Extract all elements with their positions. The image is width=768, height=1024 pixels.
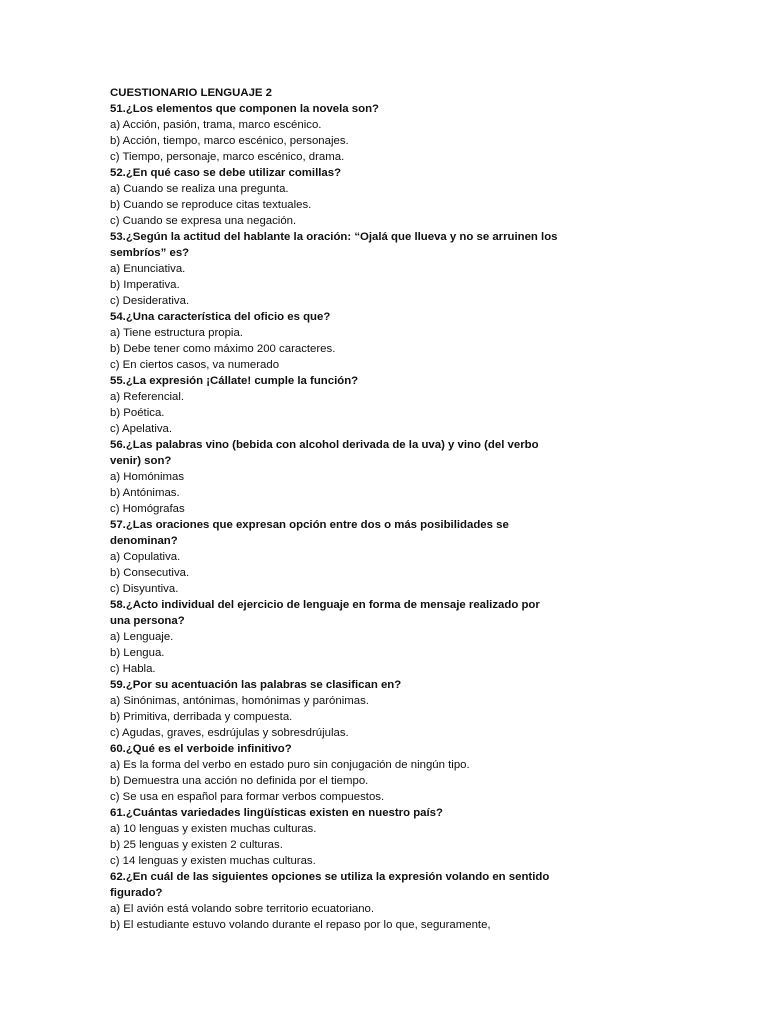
answer-option: a) Sinónimas, antónimas, homónimas y parónimas. bbox=[110, 695, 369, 707]
answer-option: a) Enunciativa. bbox=[110, 263, 186, 275]
question-57 bbox=[110, 517, 670, 597]
answer-option: a) 10 lenguas y existen muchas culturas. bbox=[110, 823, 317, 835]
answer-option: c) Desiderativa. bbox=[110, 295, 190, 307]
answer-option: c) Disyuntiva. bbox=[110, 583, 179, 595]
answer-option: c) Se usa en español para formar verbos compuestos. bbox=[110, 791, 385, 803]
question-61 bbox=[110, 805, 670, 869]
question-prompt: 53.¿Según la actitud del hablante la oración: “Ojalá que llueva y no se arruinen los sembríos” es? bbox=[110, 231, 558, 259]
question-prompt: 52.¿En qué caso se debe utilizar comillas? bbox=[110, 167, 342, 179]
answer-option: a) Homónimas bbox=[110, 471, 185, 483]
question-prompt: 62.¿En cuál de las siguientes opciones se utiliza la expresión volando en sentido figurado? bbox=[110, 871, 550, 899]
question-prompt: 61.¿Cuántas variedades lingüísticas existen en nuestro país? bbox=[110, 807, 443, 819]
answer-option: c) Tiempo, personaje, marco escénico, drama. bbox=[110, 151, 345, 163]
question-54 bbox=[110, 309, 670, 373]
question-58 bbox=[110, 597, 670, 677]
question-52 bbox=[110, 165, 670, 229]
answer-option: b) Imperativa. bbox=[110, 279, 180, 291]
answer-option: a) Tiene estructura propia. bbox=[110, 327, 243, 339]
answer-option: b) Primitiva, derribada y compuesta. bbox=[110, 711, 293, 723]
answer-option: b) Antónimas. bbox=[110, 487, 180, 499]
answer-option: a) El avión está volando sobre territorio ecuatoriano. bbox=[110, 903, 375, 915]
question-prompt: 57.¿Las oraciones que expresan opción entre dos o más posibilidades se denominan? bbox=[110, 519, 509, 547]
answer-option: c) Apelativa. bbox=[110, 423, 173, 435]
question-62 bbox=[110, 869, 670, 933]
answer-option: b) Demuestra una acción no definida por el tiempo. bbox=[110, 775, 369, 787]
answer-option: a) Copulativa. bbox=[110, 551, 181, 563]
question-51 bbox=[110, 101, 670, 165]
document-title: CUESTIONARIO LENGUAJE 2 bbox=[110, 87, 273, 99]
question-prompt: 59.¿Por su acentuación las palabras se clasifican en? bbox=[110, 679, 402, 691]
answer-option: c) Homógrafas bbox=[110, 503, 185, 515]
question-prompt: 55.¿La expresión ¡Cállate! cumple la función? bbox=[110, 375, 359, 387]
question-prompt: 60.¿Qué es el verboide infinitivo? bbox=[110, 743, 292, 755]
question-prompt: 54.¿Una característica del oficio es que? bbox=[110, 311, 331, 323]
document-page bbox=[110, 85, 670, 933]
answer-option: c) En ciertos casos, va numerado bbox=[110, 359, 280, 371]
question-60 bbox=[110, 741, 670, 805]
question-prompt: 51.¿Los elementos que componen la novela son? bbox=[110, 103, 380, 115]
question-prompt: 58.¿Acto individual del ejercicio de lenguaje en forma de mensaje realizado por una persona? bbox=[110, 599, 540, 627]
answer-option: a) Es la forma del verbo en estado puro sin conjugación de ningún tipo. bbox=[110, 759, 470, 771]
answer-option: a) Cuando se realiza una pregunta. bbox=[110, 183, 289, 195]
answer-option: a) Lenguaje. bbox=[110, 631, 174, 643]
question-56 bbox=[110, 437, 670, 517]
answer-option: a) Referencial. bbox=[110, 391, 185, 403]
question-prompt: 56.¿Las palabras vino (bebida con alcohol derivada de la uva) y vino (del verbo venir) son? bbox=[110, 439, 539, 467]
answer-option: b) Lengua. bbox=[110, 647, 165, 659]
answer-option: b) 25 lenguas y existen 2 culturas. bbox=[110, 839, 283, 851]
answer-option: c) 14 lenguas y existen muchas culturas. bbox=[110, 855, 316, 867]
answer-option: b) Cuando se reproduce citas textuales. bbox=[110, 199, 312, 211]
answer-option: b) Poética. bbox=[110, 407, 165, 419]
question-59 bbox=[110, 677, 670, 741]
answer-option: b) El estudiante estuvo volando durante el repaso por lo que, seguramente, bbox=[110, 919, 491, 931]
answer-option: b) Consecutiva. bbox=[110, 567, 190, 579]
question-53 bbox=[110, 229, 670, 309]
answer-option: c) Habla. bbox=[110, 663, 156, 675]
answer-option: c) Agudas, graves, esdrújulas y sobresdrújulas. bbox=[110, 727, 349, 739]
answer-option: c) Cuando se expresa una negación. bbox=[110, 215, 297, 227]
answer-option: a) Acción, pasión, trama, marco escénico. bbox=[110, 119, 322, 131]
answer-option: b) Acción, tiempo, marco escénico, personajes. bbox=[110, 135, 349, 147]
answer-option: b) Debe tener como máximo 200 caracteres. bbox=[110, 343, 336, 355]
question-55 bbox=[110, 373, 670, 437]
